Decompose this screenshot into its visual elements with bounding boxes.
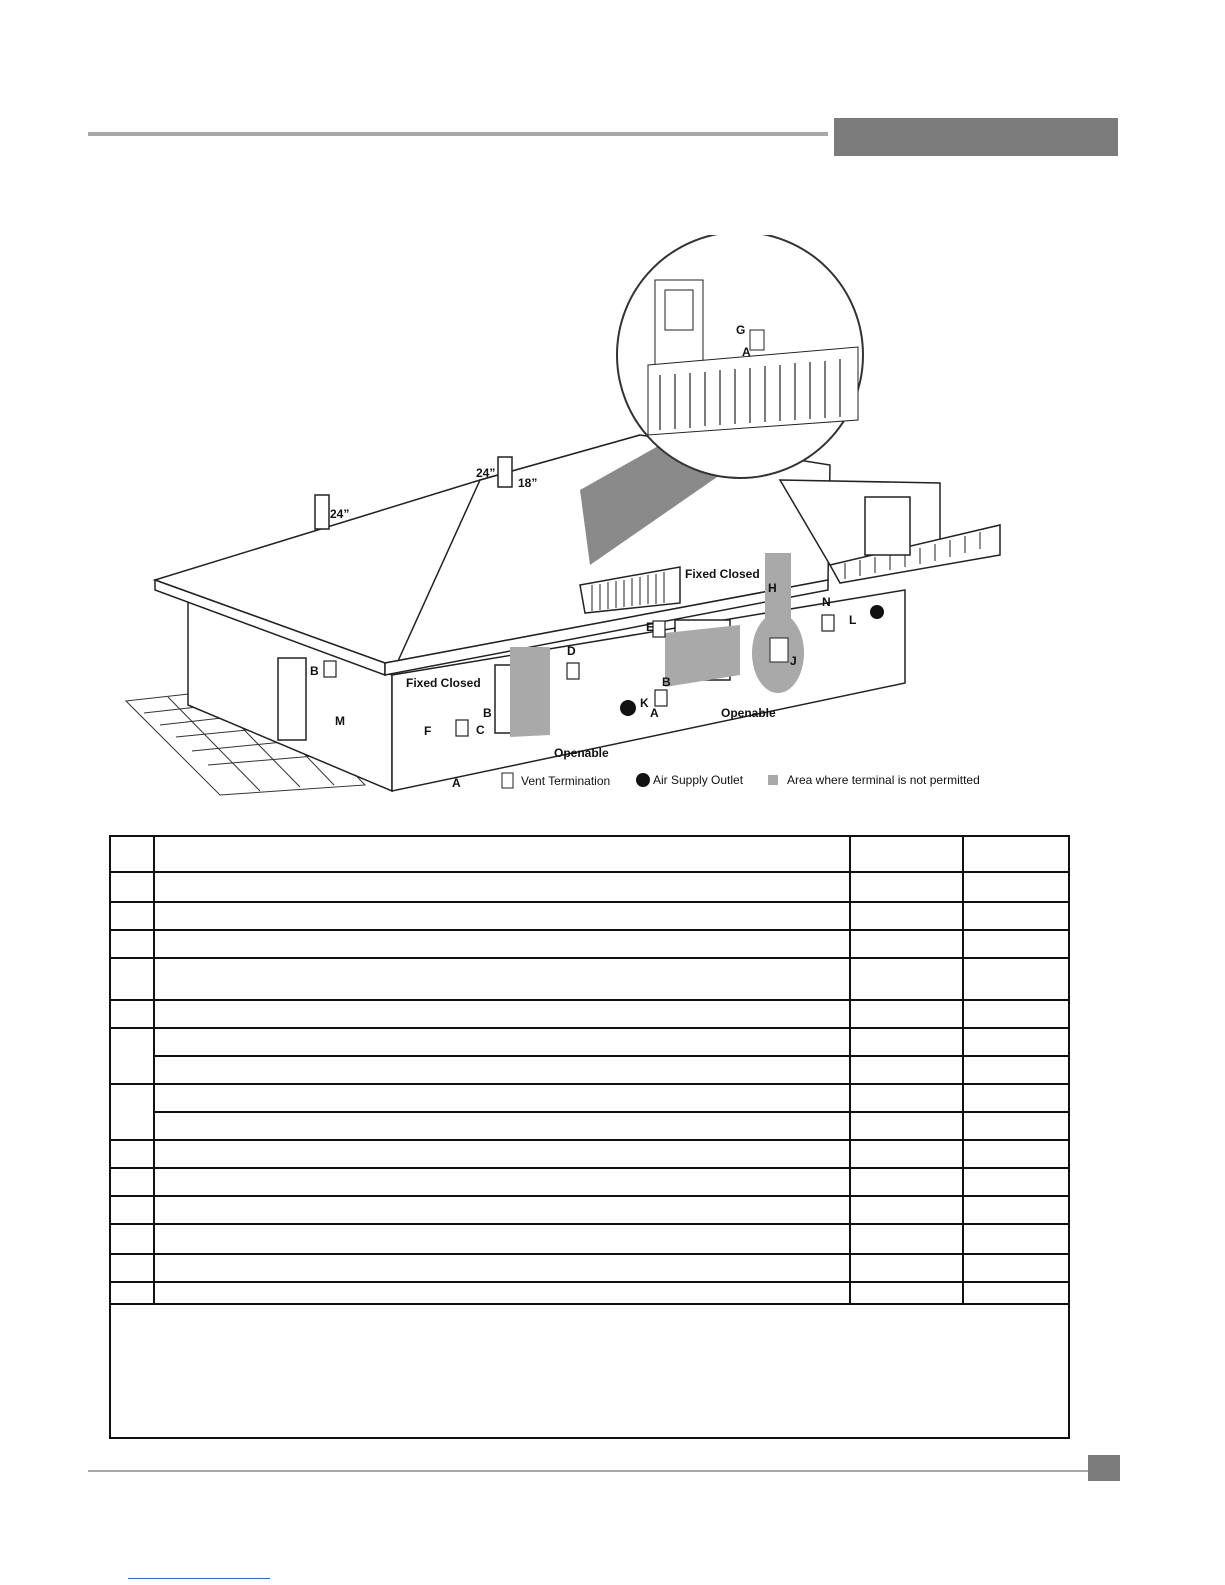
col-sep-2 [849,837,851,1303]
air-supply-outlet-L [870,605,884,619]
label-A2: A [650,706,659,720]
link-underline[interactable] [128,1578,270,1579]
label-H: H [768,581,777,595]
header-rule [88,132,828,136]
row-line [111,999,1068,1001]
col-sep-1 [153,837,155,1303]
inset-vent [750,330,764,350]
dim-18: 18” [518,476,538,490]
vent-C [456,720,468,736]
label-C: C [476,723,485,737]
label-L: L [849,613,857,627]
annex-door [865,497,910,555]
header-tab [834,118,1118,156]
roof-vent-center [498,457,512,487]
svg-text:A: A [873,608,881,619]
row-line [155,1055,1068,1057]
row-line [111,929,1068,931]
legend-vent-icon [502,773,513,788]
row-line [155,1111,1068,1113]
footer-rule [88,1470,1088,1472]
row-line [111,1223,1068,1225]
legend-area-label: Area where terminal is not permitted [787,773,980,787]
gas-meter [770,638,788,662]
air-supply-outlet-K [620,700,636,716]
footer-tab [1088,1455,1120,1481]
legend-vent-label: Vent Termination [521,774,611,788]
openable-right: Openable [721,706,776,720]
legend-air-label: Air Supply Outlet [653,773,744,787]
col-sep-3 [962,837,964,1303]
row-line [111,1281,1068,1283]
legend-area-icon [768,775,778,785]
svg-text:A: A [639,776,647,787]
label-K: K [640,696,649,710]
dim-24-center: 24” [476,466,496,480]
dim-24-left: 24” [330,507,350,521]
label-G: G [736,323,746,337]
side-door [278,658,306,740]
vent-B-door [324,661,336,677]
label-M: M [335,714,345,728]
row-line [111,1253,1068,1255]
roof-vent-left [315,495,329,529]
label-D: D [567,644,576,658]
label-B3: B [662,675,671,689]
legend [502,773,980,788]
clearance-table [109,835,1070,1439]
row-line [111,1167,1068,1169]
label-A3: A [742,345,751,359]
row-line [111,1083,1068,1085]
row-line [111,901,1068,903]
row-line [111,1027,1068,1029]
label-E: E [646,620,655,634]
label-F: F [424,724,432,738]
row-line [111,1195,1068,1197]
magnifier-inset [617,235,863,478]
vent-K [655,690,667,706]
restricted-left-window [510,647,550,737]
svg-text:A: A [624,704,632,715]
row-line [111,1139,1068,1141]
vent-D [567,663,579,679]
fixed-closed-right: Fixed Closed [685,567,760,581]
fixed-closed-left: Fixed Closed [406,676,481,690]
label-B2: B [483,706,492,720]
label-N: N [822,595,831,609]
vent-clearance-diagram [120,235,1120,805]
label-B1: B [310,664,319,678]
openable-left: Openable [554,746,609,760]
vent-N [822,615,834,631]
label-A1: A [452,776,461,790]
label-J: J [790,654,797,668]
vent-E [653,621,665,637]
row-line [111,957,1068,959]
row-line [111,1303,1068,1305]
row-line [111,871,1068,873]
